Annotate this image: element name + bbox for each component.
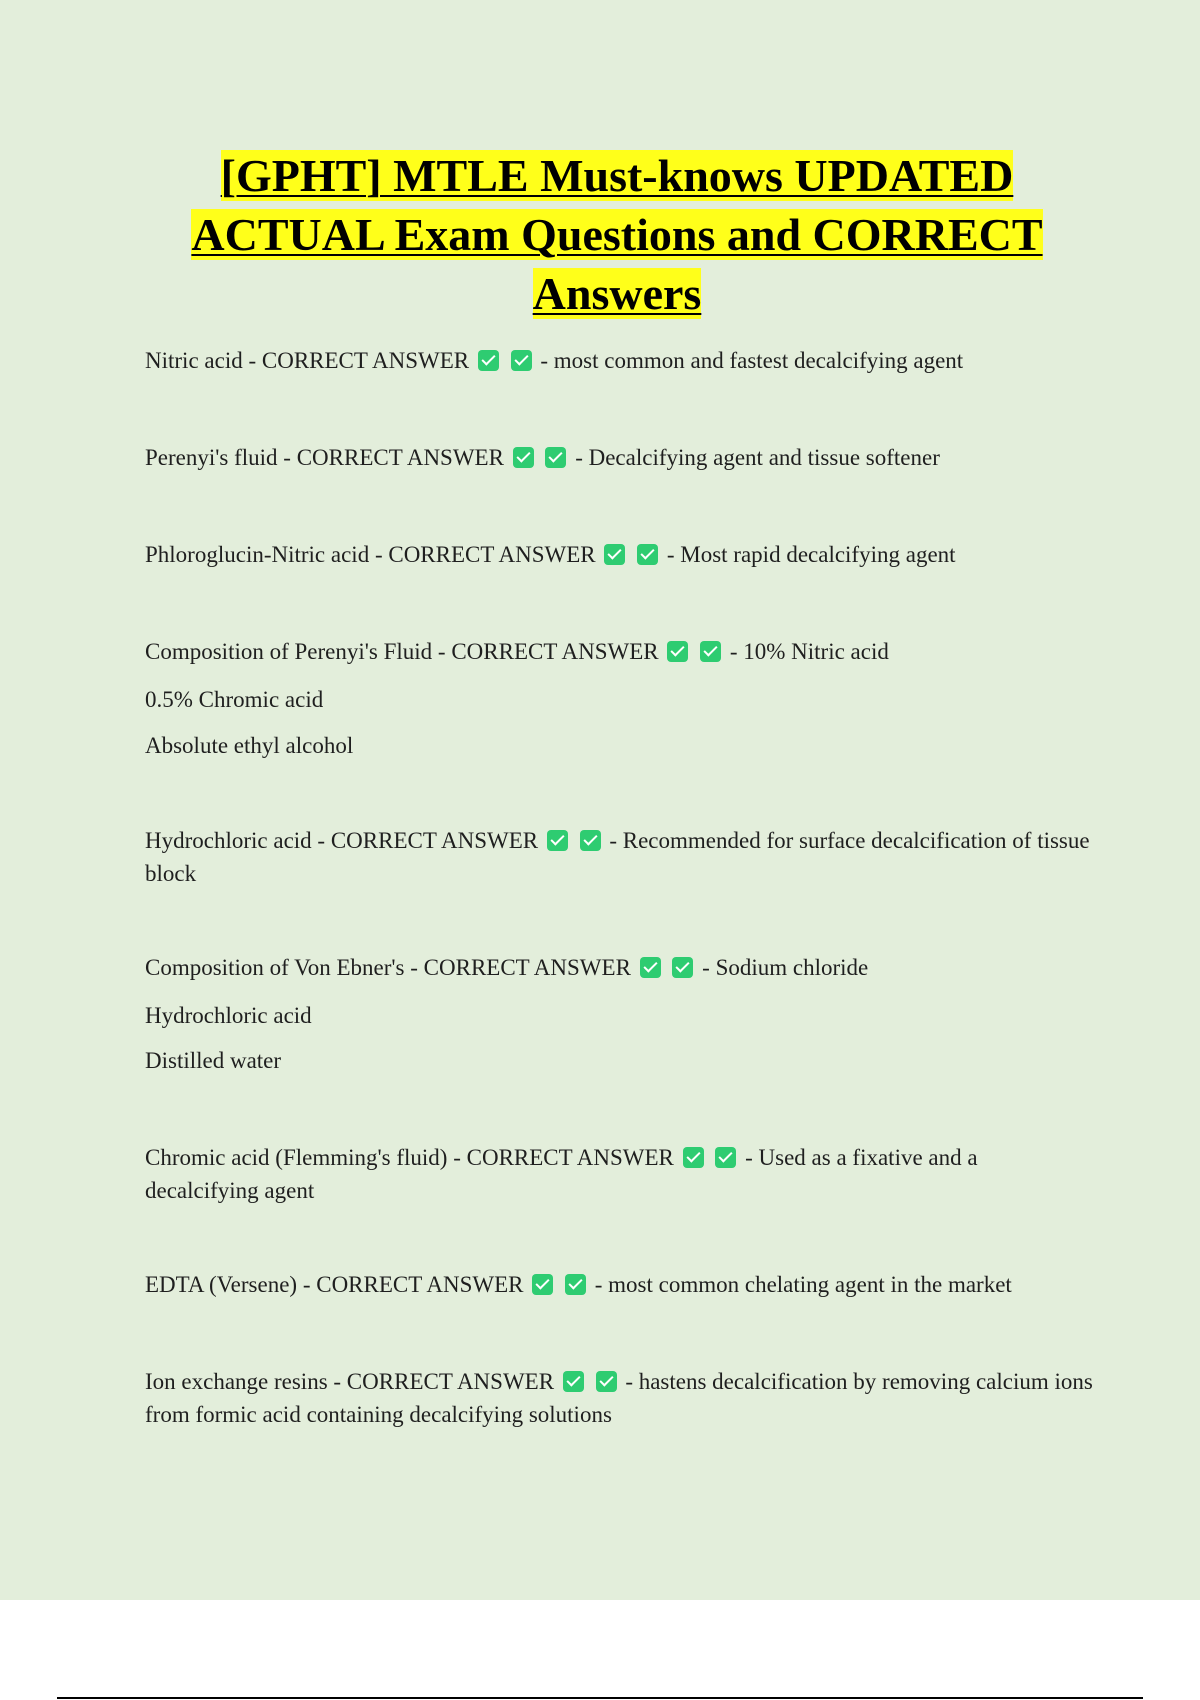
entry-answer: - Most rapid decalcifying agent: [666, 542, 956, 567]
qa-entry: [145, 1141, 1095, 1207]
qa-entry: [145, 1365, 1095, 1431]
check-icon: [565, 1274, 586, 1295]
check-icon: [580, 830, 601, 851]
check-icon: [513, 447, 534, 468]
check-icon: [700, 641, 721, 662]
entry-answer: - 10% Nitric acid: [729, 639, 889, 664]
entry-term: EDTA (Versene) - CORRECT ANSWER: [145, 1272, 524, 1297]
entry-answer: - hastens decalcification by removing calcium ions from formic acid containing decalcifying solutions: [145, 1369, 1093, 1427]
entry-term: Ion exchange resins - CORRECT ANSWER: [145, 1369, 555, 1394]
entry-term: Nitric acid - CORRECT ANSWER: [145, 348, 470, 373]
qa-entry: [145, 824, 1095, 890]
footer-rule: [57, 1697, 1143, 1699]
entry-answer: - Used as a fixative and a decalcifying agent: [145, 1145, 978, 1203]
qa-entry: [145, 635, 1095, 668]
qa-entry: [145, 1268, 1095, 1301]
entry-term: Composition of Perenyi's Fluid - CORRECT ANSWER: [145, 639, 659, 664]
check-icon: [715, 1147, 736, 1168]
entry-answer: - Recommended for surface decalcification of tissue block: [145, 828, 1090, 886]
entry-term: Perenyi's fluid - CORRECT ANSWER: [145, 445, 504, 470]
entry-term: Hydrochloric acid - CORRECT ANSWER: [145, 828, 539, 853]
check-icon: [637, 544, 658, 565]
check-icon: [545, 447, 566, 468]
check-icon: [532, 1274, 553, 1295]
entry-extra-line: 0.5% Chromic acid: [145, 687, 324, 712]
document-title-text: [GPHT] MTLE Must-knows UPDATED ACTUAL Exam Questions and CORRECT Answers: [191, 150, 1043, 319]
qa-entry: [145, 951, 1095, 984]
check-icon: [596, 1371, 617, 1392]
entry-answer: - most common and fastest decalcifying agent: [540, 348, 964, 373]
check-icon: [667, 641, 688, 662]
check-icon: [547, 830, 568, 851]
check-icon: [604, 544, 625, 565]
qa-entry: [145, 538, 1095, 571]
qa-entry: [145, 441, 1095, 474]
check-icon: [672, 957, 693, 978]
entry-term: Chromic acid (Flemming's fluid) - CORRECT ANSWER: [145, 1145, 674, 1170]
check-icon: [511, 350, 532, 371]
entry-answer: - Decalcifying agent and tissue softener: [575, 445, 940, 470]
entry-extra-line: Hydrochloric acid: [145, 1003, 312, 1028]
check-icon: [563, 1371, 584, 1392]
qa-entry: [145, 344, 1095, 377]
document-title: [120, 146, 1114, 323]
check-icon: [683, 1147, 704, 1168]
entry-term: Composition of Von Ebner's - CORRECT ANSWER: [145, 955, 631, 980]
check-icon: [640, 957, 661, 978]
entry-extra-line: Absolute ethyl alcohol: [145, 733, 354, 758]
entry-term: Phloroglucin-Nitric acid - CORRECT ANSWER: [145, 542, 596, 567]
entry-extra-line: Distilled water: [145, 1048, 282, 1073]
entry-answer: - most common chelating agent in the market: [594, 1272, 1012, 1297]
entry-answer: - Sodium chloride: [702, 955, 869, 980]
check-icon: [478, 350, 499, 371]
